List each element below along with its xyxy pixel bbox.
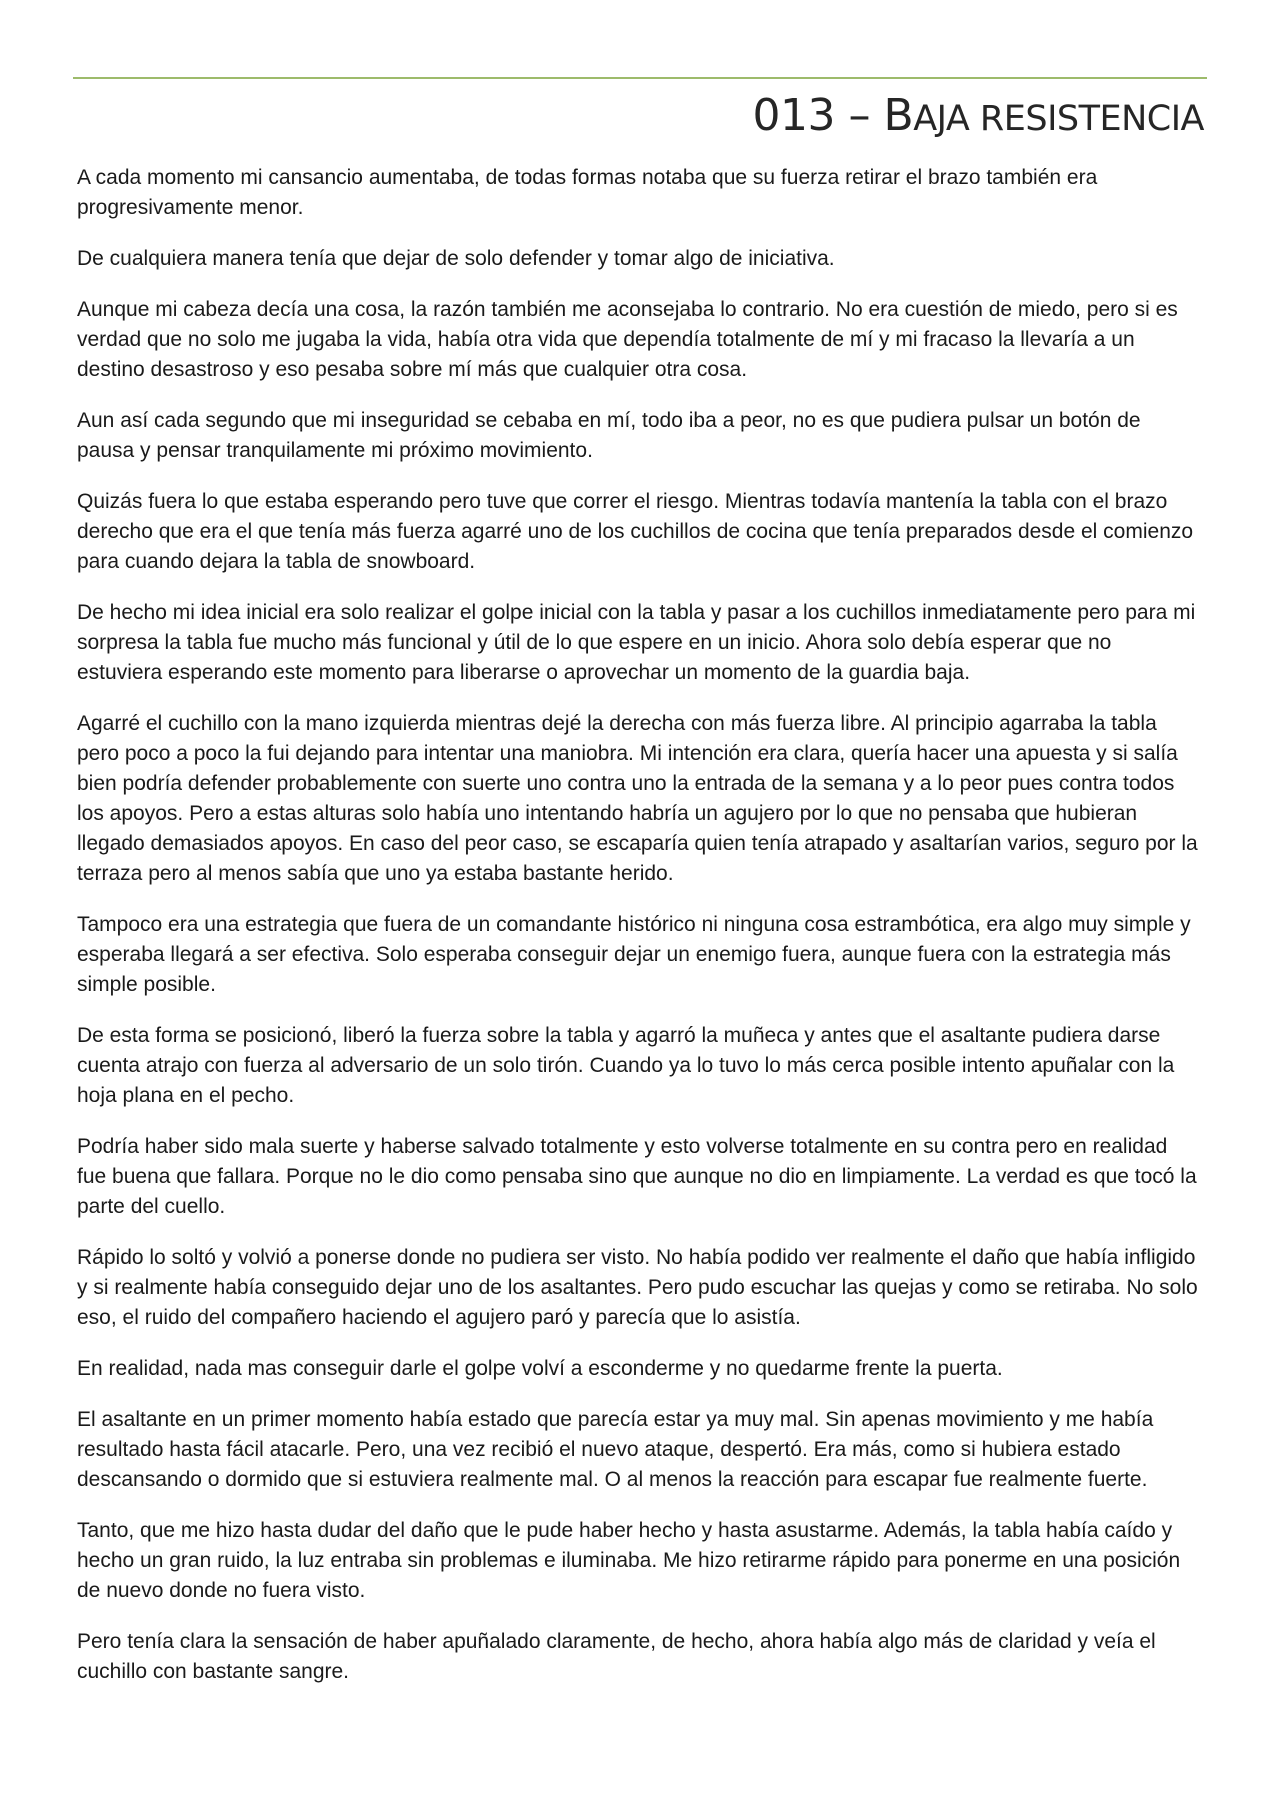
chapter-number: 013 [752, 90, 836, 141]
paragraph: De cualquiera manera tenía que dejar de solo defender y tomar algo de iniciativa. [77, 247, 835, 270]
paragraph: Podría haber sido mala suerte y haberse salvado totalmente y esto volverse totalmente en su contra pero en realidad fue buena que fallara. Porque no le dio como pensaba sino que aunque no dio en limpiamente. La verdad es que tocó la parte del cuello. [77, 1135, 1197, 1218]
paragraph: Quizás fuera lo que estaba esperando pero tuve que correr el riesgo. Mientras todavía mantenía la tabla con el brazo derecho que era el que tenía más fuerza agarré uno de los cuchillos de cocina que tenía preparados desde el comienzo para cuando dejara la tabla de snowboard. [77, 490, 1194, 573]
paragraph: Agarré el cuchillo con la mano izquierda mientras dejé la derecha con más fuerza libre. Al principio agarraba la tabla pero poco a poco la fui dejando para intentar una maniobra. Mi intención era clara, quería hacer una apuesta y si salía bien podría defender probablemente con suerte uno contra uno la entrada de la semana y a lo peor pues contra todos los apoyos. Pero a estas alturas solo había uno intentando habría un agujero por lo que no pensaba que hubieran llegado demasiados apoyos. En caso del peor caso, se escaparía quien tenía atrapado y asaltarían varios, seguro por la terraza pero al menos sabía que uno ya estaba bastante herido. [77, 712, 1198, 885]
paragraph: Rápido lo soltó y volvió a ponerse donde no pudiera ser visto. No había podido ver realmente el daño que había infligido y si realmente había conseguido dejar uno de los asaltantes. Pero pudo escuchar las quejas y como se retiraba. No solo eso, el ruido del compañero haciendo el agujero paró y parecía que lo asistía. [77, 1246, 1198, 1329]
paragraph: Tampoco era una estrategia que fuera de un comandante histórico ni ninguna cosa estrambótica, era algo muy simple y esperaba llegará a ser efectiva. Solo esperaba conseguir dejar un enemigo fuera, aunque fuera con la estrategia más simple posible. [77, 913, 1191, 996]
paragraph: Aun así cada segundo que mi inseguridad se cebaba en mí, todo iba a peor, no es que pudiera pulsar un botón de pausa y pensar tranquilamente mi próximo movimiento. [77, 409, 1141, 462]
chapter-body [77, 163, 1202, 1708]
header-rule [73, 77, 1207, 79]
paragraph: De hecho mi idea inicial era solo realizar el golpe inicial con la tabla y pasar a los cuchillos inmediatamente pero para mi sorpresa la tabla fue mucho más funcional y útil de lo que espere en un inicio. Ahora solo debía esperar que no estuviera esperando este momento para liberarse o aprovechar un momento de la guardia baja. [77, 601, 1196, 684]
paragraph: El asaltante en un primer momento había estado que parecía estar ya muy mal. Sin apenas movimiento y me había resultado hasta fácil atacarle. Pero, una vez recibió el nuevo ataque, despertó. Era más, como si hubiera estado descansando o dormido que si estuviera realmente mal. O al menos la reacción para escapar fue realmente fuerte. [77, 1408, 1154, 1491]
paragraph: Pero tenía clara la sensación de haber apuñalado claramente, de hecho, ahora había algo más de claridad y veía el cuchillo con bastante sangre. [77, 1630, 1156, 1683]
paragraph: De esta forma se posicionó, liberó la fuerza sobre la tabla y agarró la muñeca y antes que el asaltante pudiera darse cuenta atrajo con fuerza al adversario de un solo tirón. Cuando ya lo tuvo lo más cerca posible intento apuñalar con la hoja plana en el pecho. [77, 1024, 1175, 1107]
paragraph: A cada momento mi cansancio aumentaba, de todas formas notaba que su fuerza retirar el brazo también era progresivamente menor. [77, 166, 1098, 219]
chapter-title-rest: AJA RESISTENCIA [913, 99, 1204, 139]
paragraph: Aunque mi cabeza decía una cosa, la razón también me aconsejaba lo contrario. No era cuestión de miedo, pero si es verdad que no solo me jugaba la vida, había otra vida que dependía totalmente de mí y mi fracaso la llevaría a un destino desastroso y eso pesaba sobre mí más que cualquier otra cosa. [77, 298, 1178, 381]
paragraph: Tanto, que me hizo hasta dudar del daño que le pude haber hecho y hasta asustarme. Además, la tabla había caído y hecho un gran ruido, la luz entraba sin problemas e iluminaba. Me hizo retirarme rápido para ponerme en una posición de nuevo donde no fuera visto. [77, 1519, 1181, 1602]
paragraph: En realidad, nada mas conseguir darle el golpe volví a esconderme y no quedarme frente la puerta. [77, 1357, 1003, 1380]
chapter-title-initial: B [883, 90, 914, 141]
chapter-separator: – [848, 90, 871, 141]
chapter-title [753, 86, 1204, 149]
